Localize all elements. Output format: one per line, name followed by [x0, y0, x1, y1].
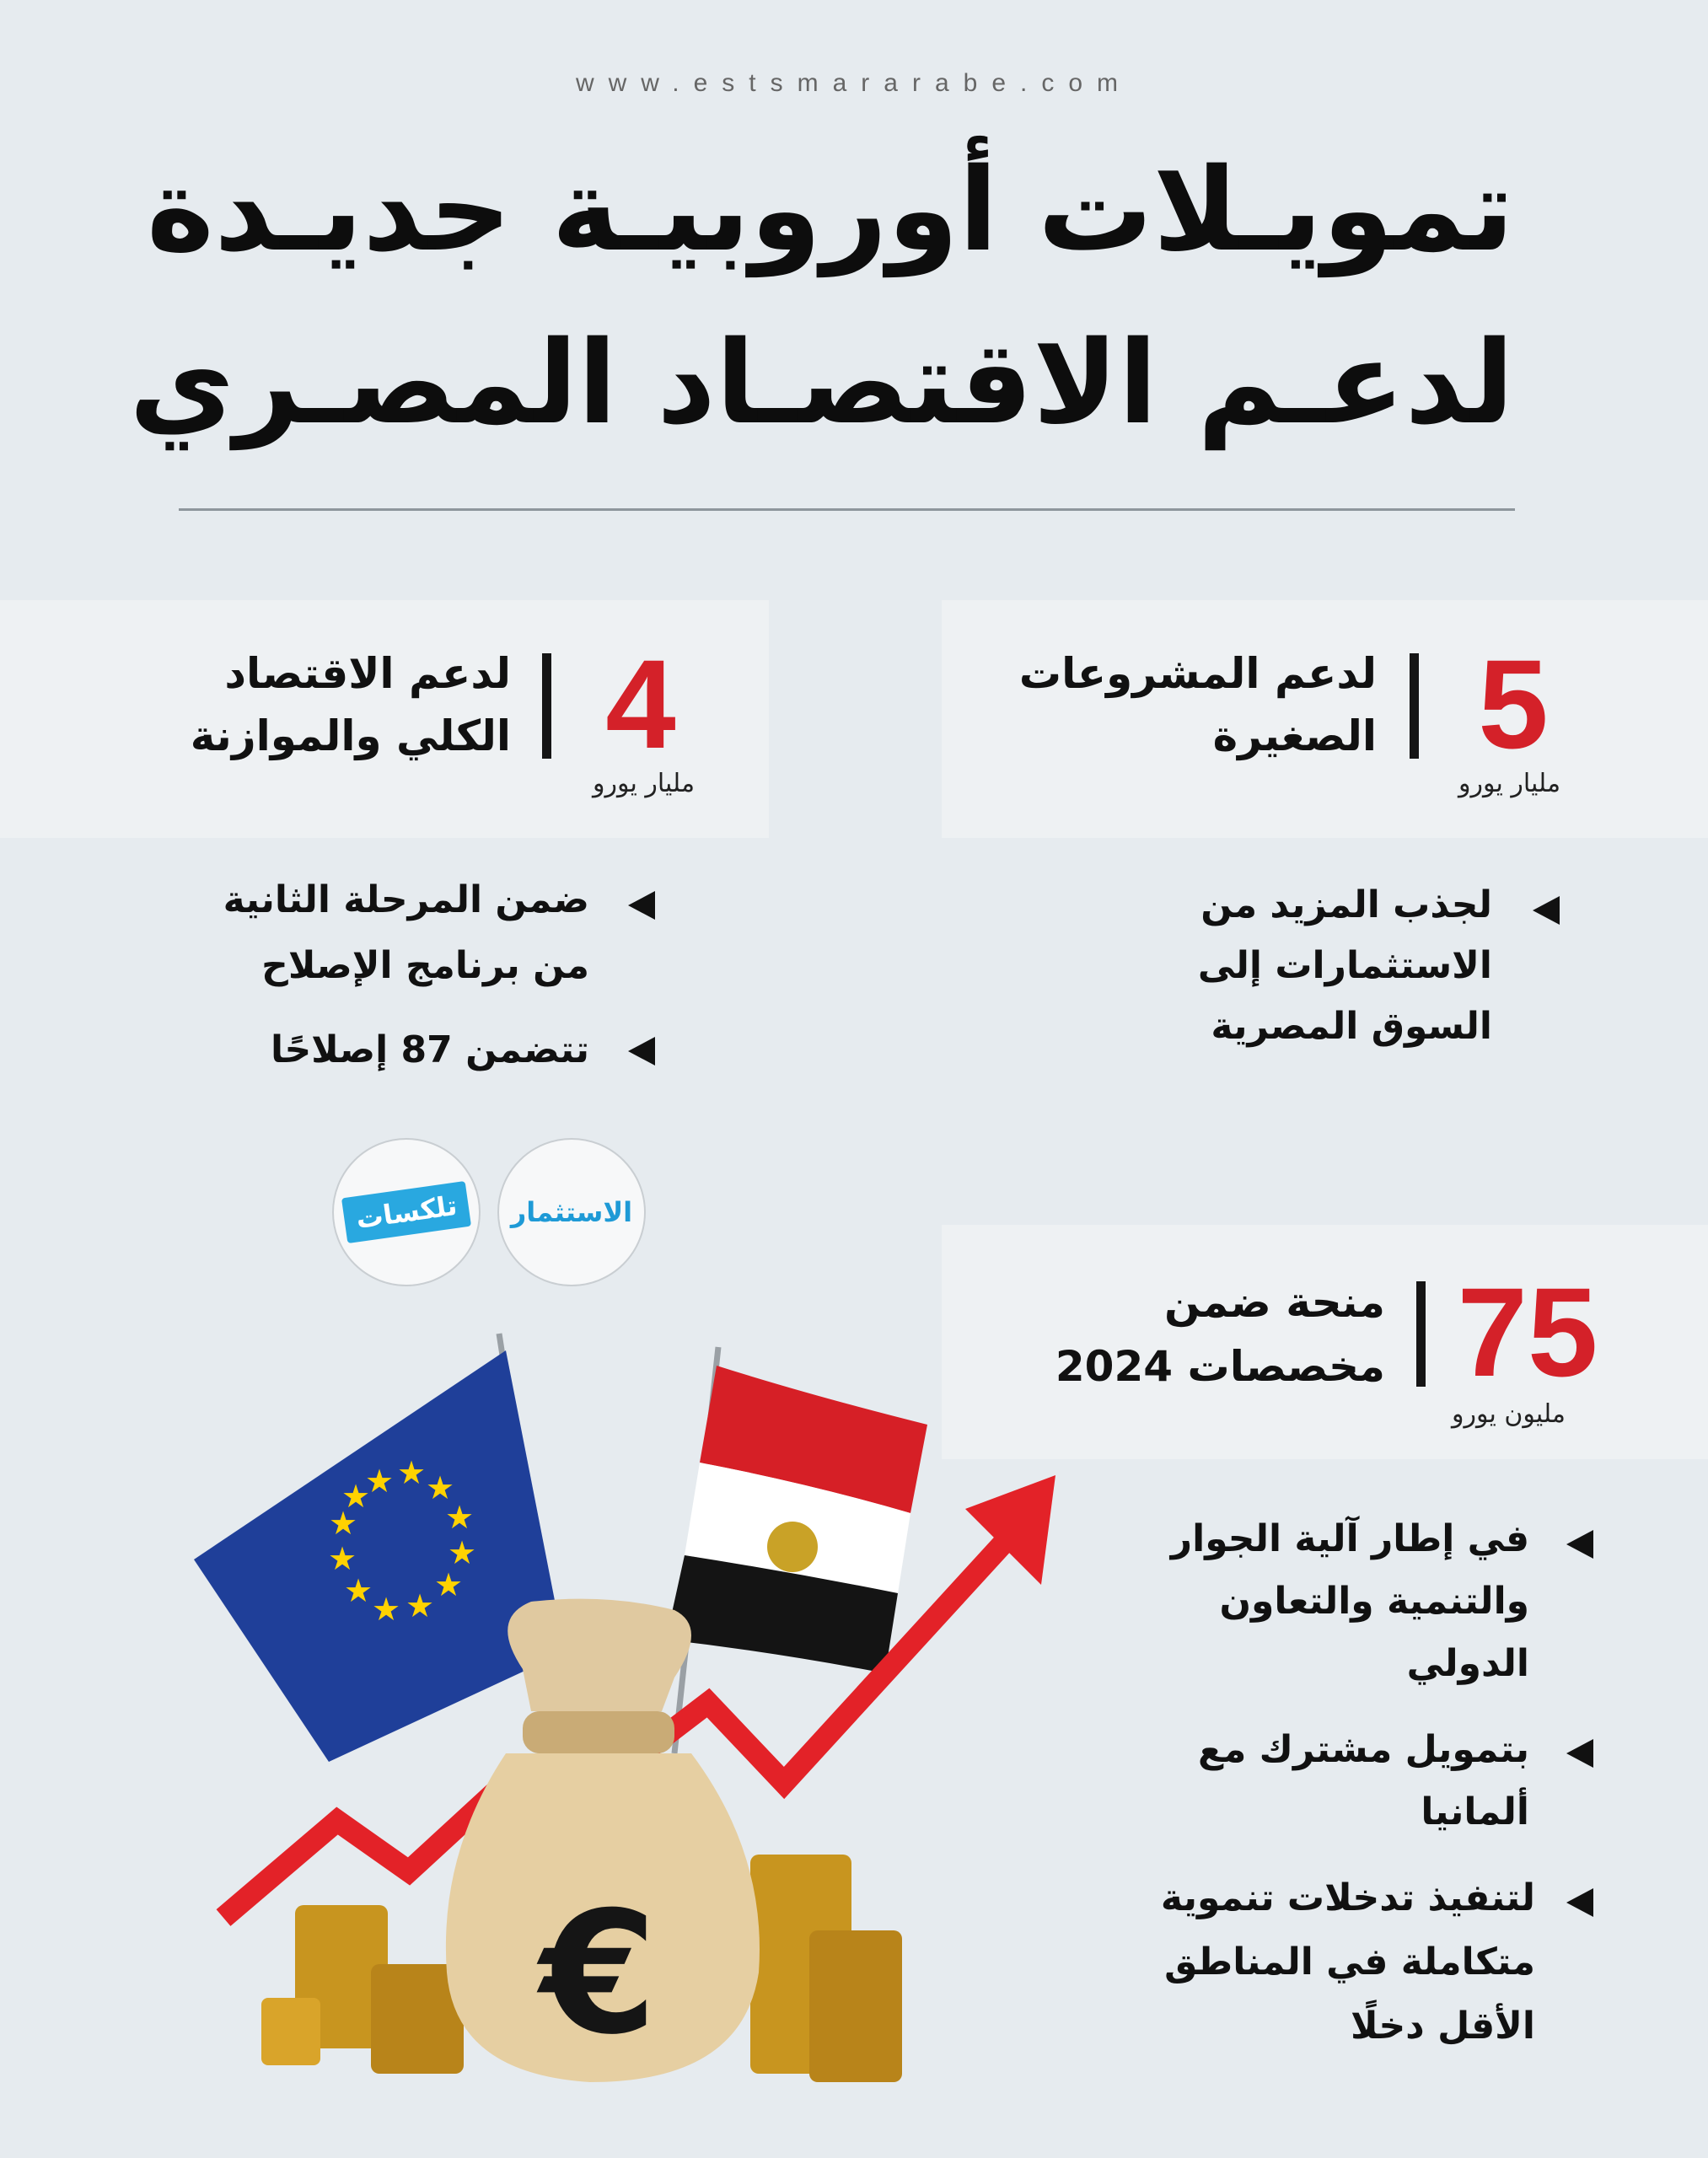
site-url[interactable]: www.estsmararabe.com: [575, 69, 1133, 97]
stat-label-macro-line-1: لدعم الاقتصاد: [224, 649, 511, 698]
stat-label-grant-line-2: مخصصات 2024: [1055, 1342, 1385, 1391]
bullet-text: الاستثمارات إلى: [1197, 944, 1492, 987]
svg-text:★: ★: [425, 1469, 455, 1506]
svg-text:★: ★: [447, 1534, 477, 1571]
estsmar-logo: [497, 1138, 646, 1286]
stat-label-macro-line-2: الكلي والموازنة: [190, 711, 511, 760]
svg-text:★: ★: [327, 1540, 357, 1577]
stat-separator: [542, 653, 551, 759]
bullet-arrow-icon: [628, 891, 655, 920]
illustration: [169, 1315, 1079, 2099]
stat-unit-macro: مليار يورو: [593, 769, 696, 798]
svg-text:★: ★: [341, 1478, 371, 1515]
svg-text:★: ★: [405, 1587, 435, 1624]
svg-text:★: ★: [364, 1463, 395, 1500]
svg-text:★: ★: [444, 1499, 475, 1536]
bullet-text: ألمانيا: [1421, 1790, 1529, 1833]
bullet-text: من برنامج الإصلاح: [261, 944, 589, 987]
svg-text:★: ★: [343, 1572, 373, 1609]
svg-text:★: ★: [328, 1505, 358, 1542]
svg-text:€: €: [540, 1876, 658, 2072]
bullet-arrow-icon: [628, 1037, 655, 1066]
bullet-text: ضمن المرحلة الثانية: [223, 878, 589, 921]
bullet-text: بتمويل مشترك مع: [1198, 1728, 1529, 1771]
svg-text:★: ★: [433, 1566, 464, 1603]
title-divider: [179, 508, 1515, 511]
stat-number-macro: 4: [605, 633, 676, 775]
stat-label-small-projects-line-2: الصغيرة: [1212, 711, 1377, 760]
bullet-arrow-icon: [1566, 1739, 1593, 1768]
eu-flag-icon: [194, 1334, 565, 1762]
svg-text:★: ★: [371, 1591, 401, 1628]
bullet-text: لتنفيذ تدخلات تنموية: [1160, 1876, 1535, 1919]
bullet-text: الدولي: [1406, 1642, 1529, 1685]
talkast-logo: [332, 1138, 481, 1286]
stat-unit-grant: مليون يورو: [1452, 1399, 1566, 1429]
bullet-text: السوق المصرية: [1211, 1005, 1492, 1048]
talkast-logo-badge: [341, 1181, 471, 1243]
page-title-line-2: لدعـم الاقتصـاد المصـري: [129, 317, 1514, 450]
bullet-arrow-icon: [1566, 1888, 1593, 1917]
bullet-text: متكاملة في المناطق: [1164, 1941, 1535, 1984]
stat-label-small-projects-line-1: لدعم المشروعات: [1018, 649, 1377, 698]
stat-separator: [1416, 1281, 1426, 1387]
stat-unit-small-projects: مليار يورو: [1458, 769, 1561, 798]
bullet-arrow-icon: [1566, 1530, 1593, 1559]
bullet-text: والتنمية والتعاون: [1219, 1580, 1529, 1623]
svg-text:★: ★: [396, 1454, 427, 1491]
stat-label-grant-line-1: منحة ضمن: [1164, 1278, 1385, 1327]
estsmar-logo-text: الاستثمار: [510, 1196, 633, 1228]
bullet-text: تتضمن 87 إصلاحًا: [270, 1028, 589, 1071]
bullet-arrow-icon: [1533, 896, 1560, 925]
stat-number-small-projects: 5: [1478, 633, 1549, 775]
talkast-logo-text: تلكسات: [353, 1189, 459, 1236]
page-title-line-1: تمويـلات أوروبيـة جديـدة: [146, 144, 1514, 277]
stat-separator: [1410, 653, 1419, 759]
bullet-text: في إطار آلية الجوار: [1170, 1517, 1529, 1560]
bullet-text: لجذب المزيد من: [1200, 883, 1492, 926]
bullet-text: الأقل دخلًا: [1351, 2005, 1535, 2048]
stat-number-grant: 75: [1457, 1261, 1598, 1403]
